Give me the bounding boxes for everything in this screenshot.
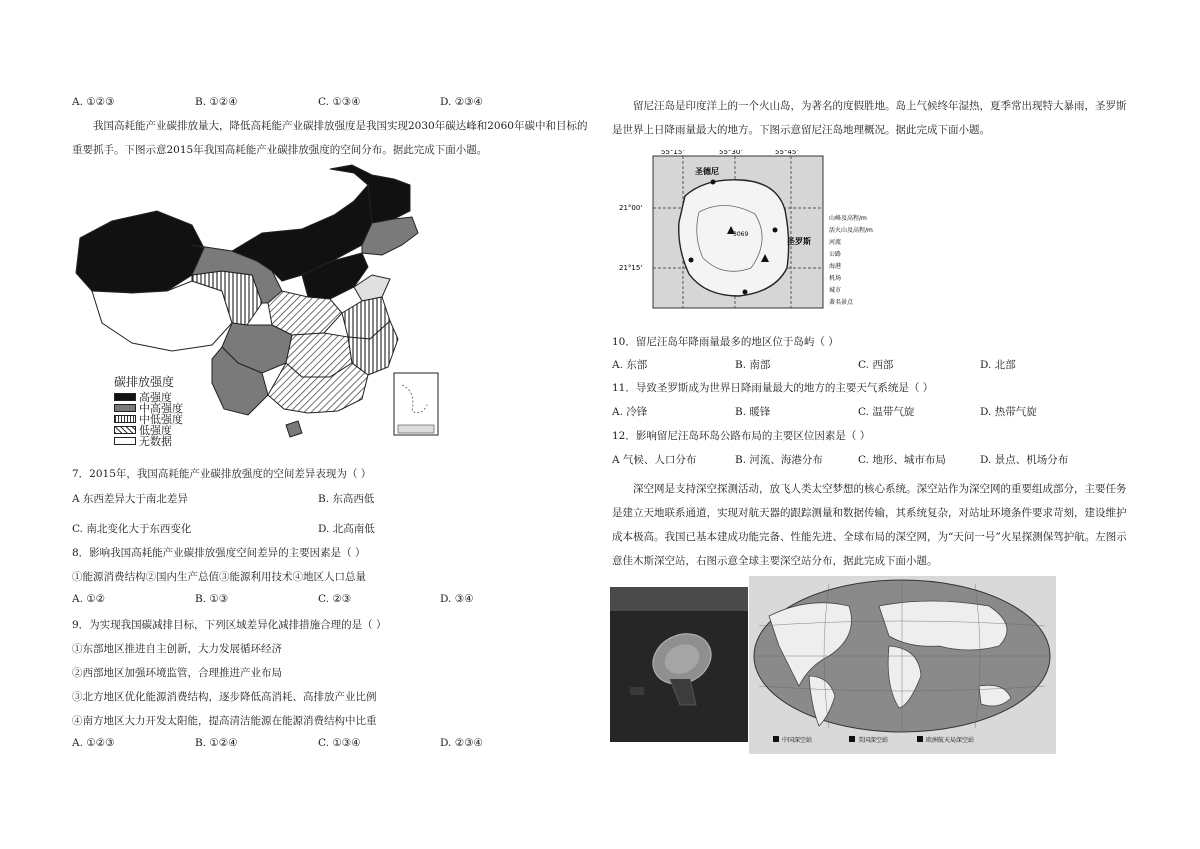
passage-carbon-emission: 我国高耗能产业碳排放量大，降低高耗能产业碳排放强度是我国实现2030年碳达峰和2060年碳中和目标的重要抓手。下图示意2015年我国高耗能产业碳排放强度的空间分布。据此完成下面小题。 [72,120,588,156]
q11-option-c[interactable]: C. 温带气旋 [858,406,915,418]
q9-option-b[interactable]: B. ①②④ [195,737,238,749]
map-legend-title: 碳排放强度 [114,375,175,389]
lat-label-1: 21°00' [619,204,643,212]
q10-stem: 10．留尼汪岛年降雨量最多的地区位于岛屿（ ） [612,336,839,348]
map-legend [114,373,234,446]
legend-swatch-no-data [114,437,136,445]
lat-label-2: 21°15' [619,264,643,272]
lon-label-2: 55°30' [719,150,743,156]
legend-item-mid-low [114,413,234,424]
legend-swatch-mid-high [114,404,136,412]
q9-option-a[interactable]: A. ①②③ [72,737,115,749]
q8-choices-line: ①能源消费结构②国内生产总值③能源利用技术④地区人口总量 [72,571,366,583]
q6-option-d[interactable]: D. ②③④ [440,96,483,108]
q11-option-a[interactable]: A. 冷锋 [612,406,648,418]
q11-stem: 11．导致圣罗斯成为世界日降雨量最大的地方的主要天气系统是（ ） [612,382,934,394]
q10-option-d[interactable]: D. 北部 [980,359,1016,371]
island-legend-7: 城市 [829,287,842,294]
q7-option-c[interactable]: C. 南北变化大于东西变化 [72,523,192,535]
legend-label-low: 低强度 [139,423,172,437]
q7-option-a[interactable]: A 东西差异大于南北差异 [72,493,188,505]
q9-line-3: ③北方地区优化能源消费结构，逐步降低高消耗、高排放产业比例 [72,691,377,703]
place-saint-rose: 圣罗斯 [787,237,811,246]
world-map-graphic [749,576,1056,754]
q11-option-b[interactable]: B. 暖锋 [735,406,771,418]
q10-option-c[interactable]: C. 西部 [858,359,894,371]
lon-label-1: 55°15' [661,150,685,156]
q10-option-a[interactable]: A. 东部 [612,359,648,371]
island-legend-1: 山峰及高程/m [829,215,867,222]
q12-stem: 12．影响留尼汪岛环岛公路布局的主要区位因素是（ ） [612,430,871,442]
lon-label-3: 55°45' [775,150,799,156]
place-saint-denis: 圣德尼 [695,167,719,176]
legend-label-high: 高强度 [139,390,172,404]
passage-reunion-island: 留尼汪岛是印度洋上的一个火山岛，为著名的度假胜地。岛上气候终年湿热，夏季常出现特大暴雨，圣罗斯是世界上日降雨量最大的地方。下图示意留尼汪岛地理概况。据此完成下面小题。 [612,100,1127,136]
legend-swatch-mid-low [114,415,136,423]
q8-option-b[interactable]: B. ①③ [195,593,229,605]
island-legend-6: 机场 [829,275,842,282]
q6-option-a[interactable]: A. ①②③ [72,96,115,108]
q8-option-a[interactable]: A. ①② [72,593,106,605]
q7-option-d[interactable]: D. 北高南低 [318,523,375,535]
jiamusi-station-photo [610,587,748,742]
q12-option-d[interactable]: D. 景点、机场分布 [980,454,1069,466]
q11-option-d[interactable]: D. 热带气旋 [980,406,1037,418]
q6-option-b[interactable]: B. ①②④ [195,96,238,108]
q8-stem: 8．影响我国高耗能产业碳排放强度空间差异的主要因素是（ ） [72,547,366,559]
q12-option-c[interactable]: C. 地形、城市布局 [858,454,946,466]
island-legend-4: 公路 [829,251,842,258]
reunion-map-graphic [615,150,905,322]
q9-option-c[interactable]: C. ①③④ [318,737,361,749]
peak-elevation: 3069 [733,231,749,238]
q9-line-1: ①东部地区推进自主创新，大力发展循环经济 [72,643,282,655]
reunion-island-map [615,150,905,322]
world-legend-esa: 欧洲航天局深空站 [926,737,975,744]
legend-label-mid-low: 中低强度 [139,412,183,426]
q8-option-d[interactable]: D. ③④ [440,593,474,605]
island-legend-5: 海港 [829,263,842,270]
world-legend-usa: 美国深空站 [858,737,889,744]
world-legend-china: 中国深空站 [782,737,813,744]
legend-label-no-data: 无数据 [139,434,172,448]
q12-option-b[interactable]: B. 河流、海港分布 [735,454,823,466]
island-legend-3: 河流 [829,239,842,246]
passage-deep-space-network: 深空网是支持深空探测活动，放飞人类太空梦想的核心系统。深空站作为深空网的重要组成部分，主要任务是建立天地联系通道，实现对航天器的跟踪测量和数据传输，其系统复杂，对站址环境条件要求苛刻，建设维护成本极高。我国已基本建成功能完备、性能先进、全球布局的深空网，为“天问一号”火星探测保驾护航。左图示意佳木斯深空站，右图示意全球主要深空站分布，据此完成下面小题。 [612,483,1127,567]
q12-option-a[interactable]: A 气候、人口分布 [612,454,697,466]
legend-label-mid-high: 中高强度 [139,401,183,415]
station-photo-graphic [610,587,748,742]
q9-line-2: ②西部地区加强环境监管，合理推进产业布局 [72,667,282,679]
q9-option-d[interactable]: D. ②③④ [440,737,483,749]
island-legend-2: 活火山及高程/m [829,227,873,234]
china-carbon-map [72,163,442,453]
q9-line-4: ④南方地区大力开发太阳能，提高清洁能源在能源消费结构中比重 [72,715,377,727]
legend-swatch-high [114,393,136,401]
legend-swatch-low [114,426,136,434]
q9-stem: 9．为实现我国碳减排目标，下列区域差异化减排措施合理的是（ ） [72,619,387,631]
legend-item-no-data [114,435,234,446]
q7-option-b[interactable]: B. 东高西低 [318,493,375,505]
island-legend-8: 著名景点 [829,299,854,306]
q10-option-b[interactable]: B. 南部 [735,359,771,371]
q7-stem: 7．2015年，我国高耗能产业碳排放强度的空间差异表现为（ ） [72,468,372,480]
q8-option-c[interactable]: C. ②③ [318,593,352,605]
world-deep-space-map [749,576,1056,754]
q6-option-c[interactable]: C. ①③④ [318,96,361,108]
